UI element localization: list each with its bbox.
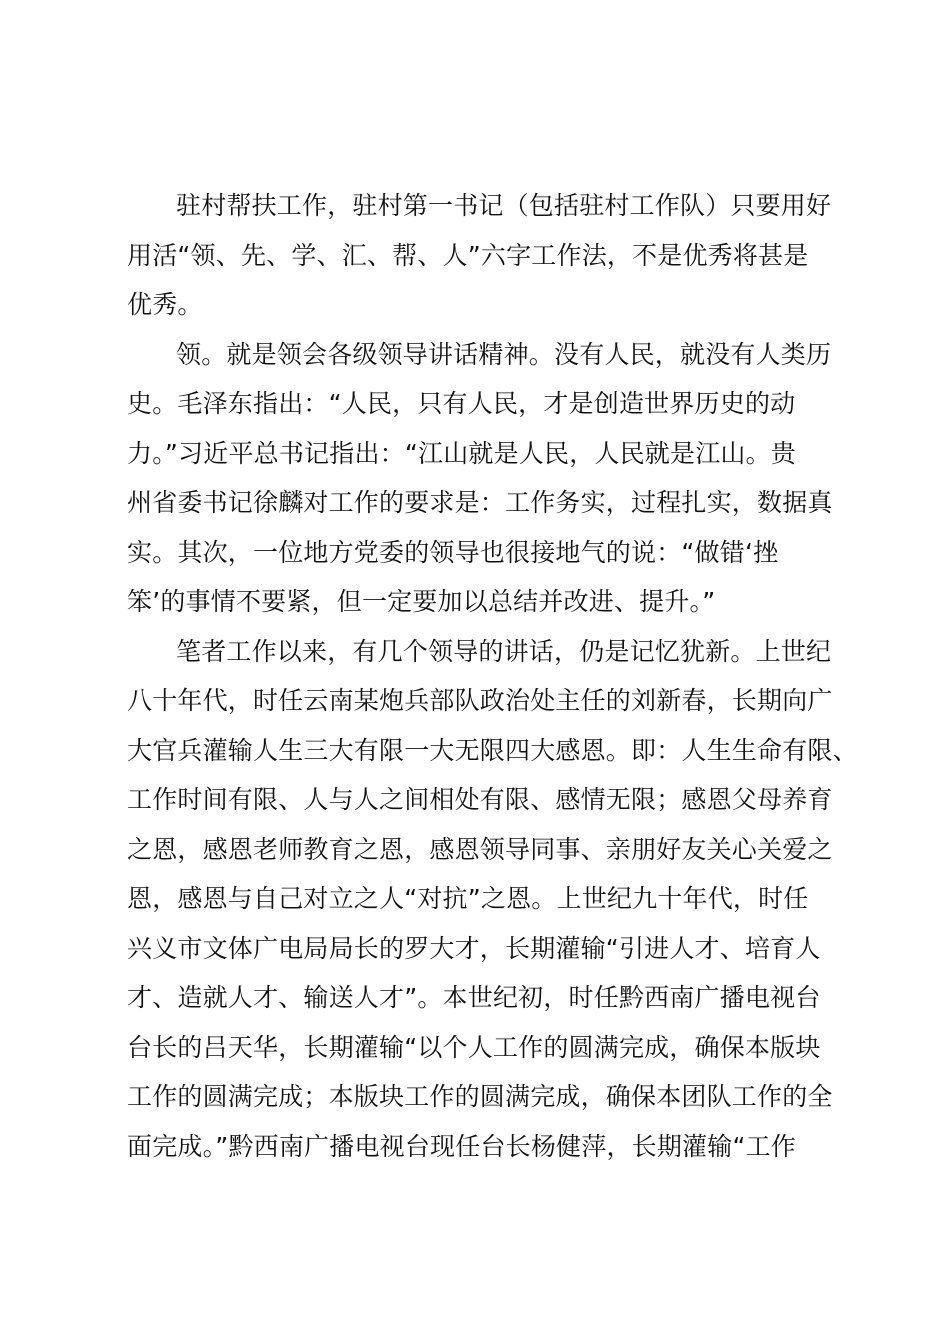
text-line: 才、造就人才、输送人才”。本世纪初，时任黔西南广播电视台 bbox=[127, 983, 821, 1012]
text-line: 笔者工作以来，有几个领导的讲话，仍是记忆犹新。上世纪 bbox=[176, 636, 832, 666]
text-line: 笨’的事情不要紧，但一定要加以总结并改进、提升。” bbox=[127, 587, 716, 616]
paragraph-ling bbox=[127, 330, 833, 627]
paragraph-author-experience bbox=[127, 627, 858, 1172]
text-line: 力。”习近平总书记指出：“江山就是人民，人民就是江山。贵 bbox=[127, 438, 797, 468]
text-line: 史。毛泽东指出：“人民，只有人民，才是创造世界历史的动 bbox=[127, 389, 796, 418]
text-line: 实。其次，一位地方党委的领导也很接地气的说：“做错‘挫 bbox=[127, 537, 779, 567]
text-line: 恩，感恩与自己对立之人“对抗”之恩。上世纪九十年代，时任 bbox=[127, 884, 809, 913]
text-line: 八十年代，时任云南某炮兵部队政治处主任的刘新春，长期向广 bbox=[127, 686, 833, 715]
text-line: 驻村帮扶工作，驻村第一书记（包括驻村工作队）只要用好 bbox=[176, 191, 832, 220]
text-line: 工作时间有限、人与人之间相处有限、感情无限；感恩父母养育 bbox=[127, 785, 833, 814]
text-line: 面完成。”黔西南广播电视台现任台长杨健萍，长期灌输“工作 bbox=[127, 1131, 797, 1161]
text-line: 用活“领、先、学、汇、帮、人”六字工作法，不是优秀将甚是 bbox=[127, 240, 809, 270]
text-line: 领。就是领会各级领导讲话精神。没有人民，就没有人类历 bbox=[176, 339, 832, 369]
document-body bbox=[127, 181, 858, 1171]
text-line: 优秀。 bbox=[127, 290, 203, 319]
text-line: 大官兵灌输人生三大有限一大无限四大感恩。即：人生生命有限、 bbox=[127, 735, 858, 765]
text-line: 州省委书记徐麟对工作的要求是：工作务实，过程扎实，数据真 bbox=[127, 488, 833, 517]
text-line: 之恩，感恩老师教育之恩，感恩领导同事、亲朋好友关心关爱之 bbox=[127, 834, 833, 864]
paragraph-intro bbox=[127, 181, 833, 330]
text-line: 台长的吕天华，长期灌输“以个人工作的圆满完成，确保本版块 bbox=[127, 1032, 821, 1062]
text-line: 工作的圆满完成；本版块工作的圆满完成，确保本团队工作的全 bbox=[127, 1082, 833, 1111]
text-line: 兴义市文体广电局局长的罗大才，长期灌输“引进人才、培育人 bbox=[127, 933, 821, 963]
